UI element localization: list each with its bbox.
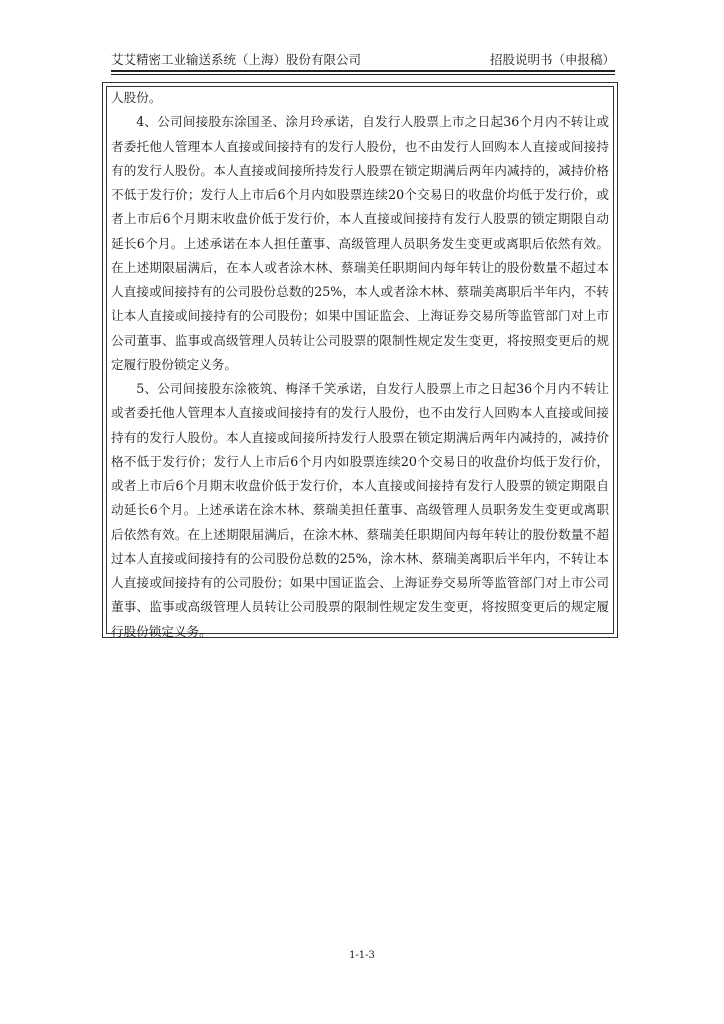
commitment-paragraph-5: 5、公司间接股东涂筱筑、梅泽千笑承诺，自发行人股票上市之日起36个月内不转让或者委托他人管理本人直接或间接持有的发行人股份，也不由发行人回购本人直接或间接持有的发行人股份。本人直接或间接所持发行人股票在锁定期满后两年内减持的，减持价格不低于发行价；发行人上市后6个月内如股票连续20个交易日的收盘价均低于发行价，或者上市后6个月期末收盘价低于发行价，本人直接或间接持有发行人股票的锁定期限自动延长6个月。上述承诺在涂木林、蔡瑞美担任董事、高级管理人员职务发生变更或离职后依然有效。在上述期限届满后，在涂木林、蔡瑞美任职期间内每年转让的股份数量不超过本人直接或间接持有的公司股份总数的25%，涂木林、蔡瑞美离职后半年内，不转让本人直接或间接持有的公司股份；如果中国证监会、上海证券交易所等监管部门对上市公司董事、监事或高级管理人员转让公司股票的限制性规定发生变更，将按照变更后的规定履行股份锁定义务。: [111, 381, 609, 639]
header-rule: [111, 70, 615, 72]
page-header: [111, 52, 615, 68]
document-title: 招股说明书（申报稿）: [489, 52, 615, 67]
text-frame: [102, 82, 618, 638]
continued-paragraph: 人股份。: [111, 90, 162, 105]
company-name: 艾艾精密工业输送系统（上海）股份有限公司: [111, 52, 362, 67]
frame-content: [111, 86, 609, 644]
page-number: 1-1-3: [349, 950, 375, 961]
commitment-paragraph-4: 4、公司间接股东涂国圣、涂月玲承诺，自发行人股票上市之日起36个月内不转让或者委托他人管理本人直接或间接持有的发行人股份，也不由发行人回购本人直接或间接持有的发行人股份。本人直接或间接所持发行人股票在锁定期满后两年内减持的，减持价格不低于发行价；发行人上市后6个月内如股票连续20个交易日的收盘价均低于发行价，或者上市后6个月期末收盘价低于发行价，本人直接或间接持有发行人股票的锁定期限自动延长6个月。上述承诺在本人担任董事、高级管理人员职务发生变更或离职后依然有效。在上述期限届满后，在本人或者涂木林、蔡瑞美任职期间内每年转让的股份数量不超过本人直接或间接持有的公司股份总数的25%，本人或者涂木林、蔡瑞美离职后半年内，不转让本人直接或间接持有的公司股份；如果中国证监会、上海证券交易所等监管部门对上市公司董事、监事或高级管理人员转让公司股票的限制性规定发生变更，将按照变更后的规定履行股份锁定义务。: [111, 114, 609, 372]
header-rule-secondary: [111, 74, 615, 75]
